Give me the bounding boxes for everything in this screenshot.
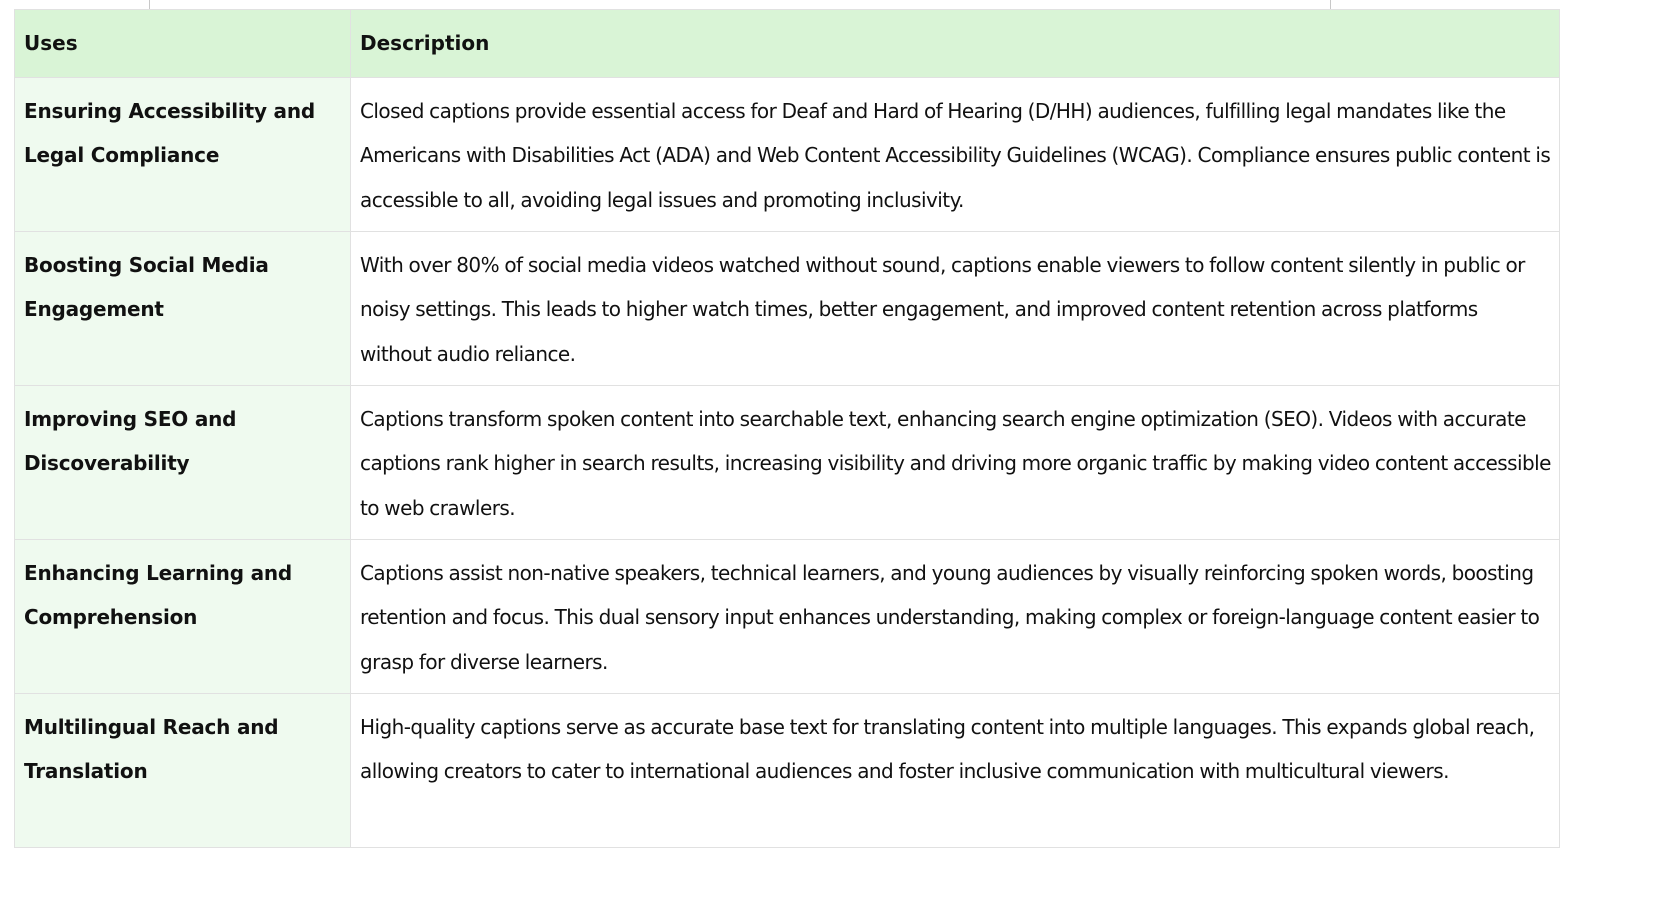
- use-description-cell: Captions transform spoken content into searchable text, enhancing search engine optimization (SEO). Videos with accurate captions rank higher in search results, increasing visibility and driving more organic traffic by making video content accessible to web crawlers.: [351, 386, 1560, 540]
- header-uses: Uses: [15, 10, 351, 78]
- use-description-cell: With over 80% of social media videos watched without sound, captions enable viewers to follow content silently in public or noisy settings. This leads to higher watch times, better engagement, and improved content retention across platforms without audio reliance.: [351, 232, 1560, 386]
- use-description-cell: Captions assist non-native speakers, technical learners, and young audiences by visually reinforcing spoken words, boosting retention and focus. This dual sensory input enhances understanding, making complex or foreign-language content easier to grasp for diverse learners.: [351, 540, 1560, 694]
- previous-table-edge: [0, 0, 1673, 9]
- column-divider: [1330, 0, 1331, 9]
- table-row: [15, 540, 1560, 694]
- column-divider: [149, 0, 150, 9]
- use-description-cell: Closed captions provide essential access for Deaf and Hard of Hearing (D/HH) audiences, fulfilling legal mandates like the Americans with Disabilities Act (ADA) and Web Content Accessibility Guidelines (WCAG). Compliance ensures public content is accessible to all, avoiding legal issues and promoting inclusivity.: [351, 78, 1560, 232]
- header-description: Description: [351, 10, 1560, 78]
- use-name-cell: Enhancing Learning and Comprehension: [15, 540, 351, 694]
- table-row: [15, 232, 1560, 386]
- use-description-cell: High-quality captions serve as accurate base text for translating content into multiple languages. This expands global reach, allowing creators to cater to international audiences and foster inclusive communication with multicultural viewers.: [351, 694, 1560, 848]
- use-name-cell: Boosting Social Media Engagement: [15, 232, 351, 386]
- table-row: [15, 694, 1560, 848]
- table-header: [15, 10, 1560, 78]
- table-body: [15, 78, 1560, 848]
- table-row: [15, 386, 1560, 540]
- use-name-cell: Multilingual Reach and Translation: [15, 694, 351, 848]
- caption-uses-table: [14, 9, 1560, 848]
- header-row: [15, 10, 1560, 78]
- use-name-cell: Improving SEO and Discoverability: [15, 386, 351, 540]
- table-row: [15, 78, 1560, 232]
- use-name-cell: Ensuring Accessibility and Legal Compliance: [15, 78, 351, 232]
